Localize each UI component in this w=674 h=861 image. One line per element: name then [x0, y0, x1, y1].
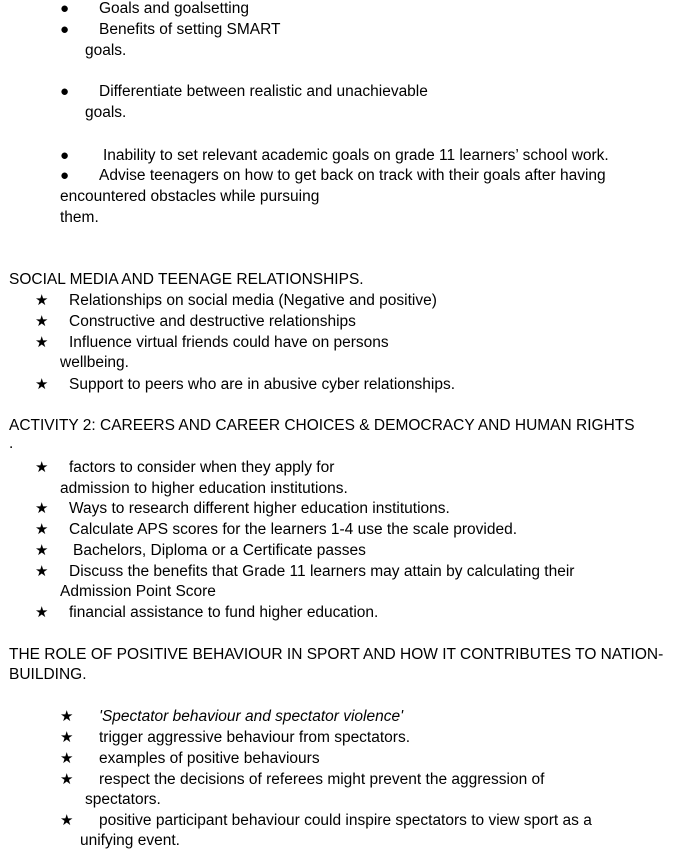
list-item-financial: financial assistance to fund higher education. — [69, 604, 379, 621]
list-item-trigger: trigger aggressive behaviour from spectators. — [99, 729, 411, 746]
star-bullet: ★ — [35, 604, 49, 621]
list-item-positive-participant-cont: unifying event. — [80, 832, 180, 849]
list-item-smart-goals: Benefits of setting SMART — [99, 21, 281, 38]
star-bullet: ★ — [35, 459, 49, 476]
list-item-discuss-benefits: Discuss the benefits that Grade 11 learners may attain by calculating their — [69, 563, 575, 580]
section-heading-positive-behaviour: THE ROLE OF POSITIVE BEHAVIOUR IN SPORT AND HOW IT CONTRIBUTES TO NATION- — [9, 646, 664, 663]
star-bullet: ★ — [35, 563, 49, 580]
list-item-support-peers: Support to peers who are in abusive cyber relationships. — [69, 376, 455, 393]
star-bullet: ★ — [35, 376, 49, 393]
list-item-smart-goals-cont: goals. — [85, 42, 127, 59]
list-item-advise: Advise teenagers on how to get back on track with their goals after having — [99, 167, 606, 184]
star-bullet: ★ — [35, 542, 49, 559]
star-bullet: ★ — [60, 771, 74, 788]
list-item-inability: Inability to set relevant academic goals on grade 11 learners’ school work. — [103, 147, 609, 164]
bullet-dot: ● — [60, 83, 70, 100]
bullet-dot: ● — [60, 21, 70, 38]
star-bullet: ★ — [35, 500, 49, 517]
list-item-goals-and-goalsetting: Goals and goalsetting — [99, 0, 249, 17]
star-bullet: ★ — [60, 750, 74, 767]
list-item-respect-cont: spectators. — [85, 791, 161, 808]
list-item-relationships-social-media: Relationships on social media (Negative and positive) — [69, 292, 437, 309]
star-bullet: ★ — [60, 729, 74, 746]
list-item-influence: Influence virtual friends could have on persons — [69, 334, 389, 351]
bullet-dot: ● — [60, 147, 70, 164]
list-item-research: Ways to research different higher education institutions. — [69, 500, 450, 517]
list-item-factors: factors to consider when they apply for — [69, 459, 335, 476]
list-item-positive-participant: positive participant behaviour could inspire spectators to view sport as a — [99, 812, 592, 829]
star-bullet: ★ — [35, 292, 49, 309]
list-item-discuss-benefits-cont: Admission Point Score — [60, 583, 216, 600]
stray-period: . — [9, 435, 14, 452]
list-item-spectator-behaviour: 'Spectator behaviour and spectator violence' — [99, 708, 404, 725]
list-item-aps: Calculate APS scores for the learners 1-4 use the scale provided. — [69, 521, 518, 538]
section-heading-activity-2: ACTIVITY 2: CAREERS AND CAREER CHOICES & DEMOCRACY AND HUMAN RIGHTS — [9, 417, 635, 434]
bullet-dot: ● — [60, 0, 70, 17]
list-item-factors-cont: admission to higher education institutions. — [60, 480, 348, 497]
list-item-advise-cont2: them. — [60, 209, 99, 226]
section-heading-positive-behaviour-cont: BUILDING. — [9, 666, 87, 683]
star-bullet: ★ — [35, 521, 49, 538]
star-bullet: ★ — [60, 708, 74, 725]
list-item-influence-cont: wellbeing. — [60, 354, 129, 371]
list-item-bachelors: Bachelors, Diploma or a Certificate passes — [73, 542, 366, 559]
list-item-differentiate-cont: goals. — [85, 104, 127, 121]
list-item-constructive: Constructive and destructive relationships — [69, 313, 356, 330]
list-item-advise-cont1: encountered obstacles while pursuing — [60, 188, 320, 205]
list-item-respect: respect the decisions of referees might prevent the aggression of — [99, 771, 545, 788]
star-bullet: ★ — [35, 313, 49, 330]
list-item-examples: examples of positive behaviours — [99, 750, 320, 767]
bullet-dot: ● — [60, 167, 70, 184]
star-bullet: ★ — [35, 334, 49, 351]
star-bullet: ★ — [60, 812, 74, 829]
section-heading-social-media: SOCIAL MEDIA AND TEENAGE RELATIONSHIPS. — [9, 271, 364, 288]
list-item-differentiate: Differentiate between realistic and unachievable — [99, 83, 428, 100]
